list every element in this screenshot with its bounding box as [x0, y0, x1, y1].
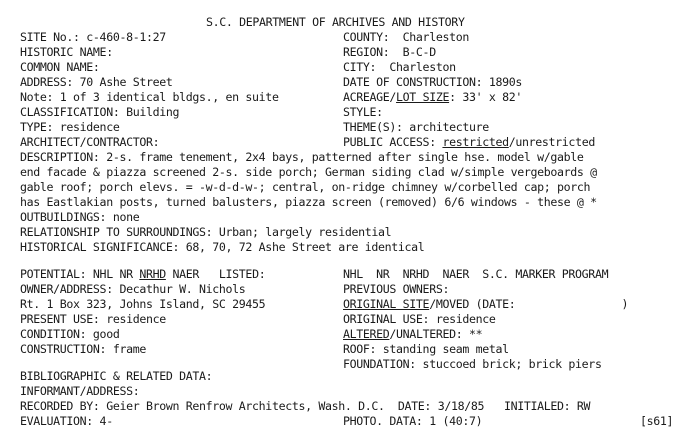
foundation: FOUNDATION: stuccoed brick; brick piers: [343, 357, 602, 371]
type: TYPE: residence: [20, 120, 120, 134]
bibliographic-data: BIBLIOGRAPHIC & RELATED DATA:: [20, 369, 213, 383]
evaluation: EVALUATION: 4-: [20, 414, 113, 428]
note: Note: 1 of 3 identical bldgs., en suite: [20, 90, 279, 104]
style: STYLE:: [343, 105, 383, 119]
relationship-to-surroundings: RELATIONSHIP TO SURROUNDINGS: Urban; largely residential: [20, 225, 392, 239]
description-line-1: DESCRIPTION: 2-s. frame tenement, 2x4 bays, patterned after single hse. model w/gable: [20, 150, 584, 164]
original-use: ORIGINAL USE: residence: [343, 312, 496, 326]
city: CITY: Charleston: [343, 60, 456, 74]
page-title: S.C. DEPARTMENT OF ARCHIVES AND HISTORY: [206, 15, 465, 29]
moved-option: /MOVED (DATE: ): [429, 297, 629, 311]
historical-significance: HISTORICAL SIGNIFICANCE: 68, 70, 72 Ashe Street are identical: [20, 240, 425, 254]
owner-address-line-2: Rt. 1 Box 323, Johns Island, SC 29455: [20, 297, 266, 311]
themes: THEME(S): architecture: [343, 120, 489, 134]
owner-address: OWNER/ADDRESS: Decathur W. Nichols: [20, 282, 246, 296]
present-use: PRESENT USE: residence: [20, 312, 166, 326]
roof: ROOF: standing seam metal: [343, 342, 509, 356]
lot-size-label: LOT SIZE: [396, 90, 450, 104]
region: REGION: B-C-D: [343, 45, 436, 59]
restricted-option: restricted: [442, 135, 509, 149]
potential-label: POTENTIAL: NHL NR: [20, 267, 140, 281]
acreage-label: ACREAGE/: [343, 90, 397, 104]
address: ADDRESS: 70 Ashe Street: [20, 75, 173, 89]
recorded-by: RECORDED BY: Geier Brown Renfrow Architects, Wash. D.C. DATE: 3/18/85 INITIALED: RW: [20, 399, 591, 413]
outbuildings: OUTBUILDINGS: none: [20, 210, 140, 224]
public-access: [343, 136, 595, 149]
altered-option: ALTERED: [343, 327, 390, 341]
description-line-3: gable roof; porch elevs. = -w-d-d-w-; central, on-ridge chimney w/corbelled cap; porch: [20, 180, 591, 194]
construction: CONSTRUCTION: frame: [20, 342, 146, 356]
original-site-option: ORIGINAL SITE: [343, 297, 430, 311]
acreage-value: : 33' x 82': [449, 90, 523, 104]
listed-options: NHL NR NRHD NAER S.C. MARKER PROGRAM: [343, 267, 609, 281]
date-of-construction: DATE OF CONSTRUCTION: 1890s: [343, 75, 523, 89]
architect-contractor: ARCHITECT/CONTRACTOR:: [20, 135, 160, 149]
site-number: SITE No.: c-460-8-1:27: [20, 30, 166, 44]
previous-owners: PREVIOUS OWNERS:: [343, 282, 450, 296]
informant-address: INFORMANT/ADDRESS:: [20, 384, 140, 398]
acreage-lot-size: [343, 91, 522, 104]
description-line-4: has Eastlakian posts, turned balusters, piazza screen (removed) 6/6 windows - these @ *: [20, 195, 597, 209]
nrhd-option: NRHD: [139, 267, 166, 281]
unrestricted-option: /unrestricted: [508, 135, 595, 149]
common-name: COMMON NAME:: [20, 60, 100, 74]
potential: [20, 268, 265, 281]
potential-suffix: NAER LISTED:: [165, 267, 266, 281]
condition: CONDITION: good: [20, 327, 120, 341]
altered-unaltered: [343, 328, 482, 341]
photo-data: PHOTO. DATA: 1 (40:7): [343, 414, 483, 428]
unaltered-option: /UNALTERED: **: [389, 327, 483, 341]
public-access-label: PUBLIC ACCESS:: [343, 135, 443, 149]
original-site-moved: [343, 298, 628, 311]
historic-name: HISTORIC NAME:: [20, 45, 113, 59]
description-line-2: end facade & piazza screened 2-s. side porch; German siding clad w/simple vergeboards @: [20, 165, 597, 179]
county: COUNTY: Charleston: [343, 30, 469, 44]
form-reference: [s61]: [640, 414, 674, 428]
classification: CLASSIFICATION: Building: [20, 105, 180, 119]
